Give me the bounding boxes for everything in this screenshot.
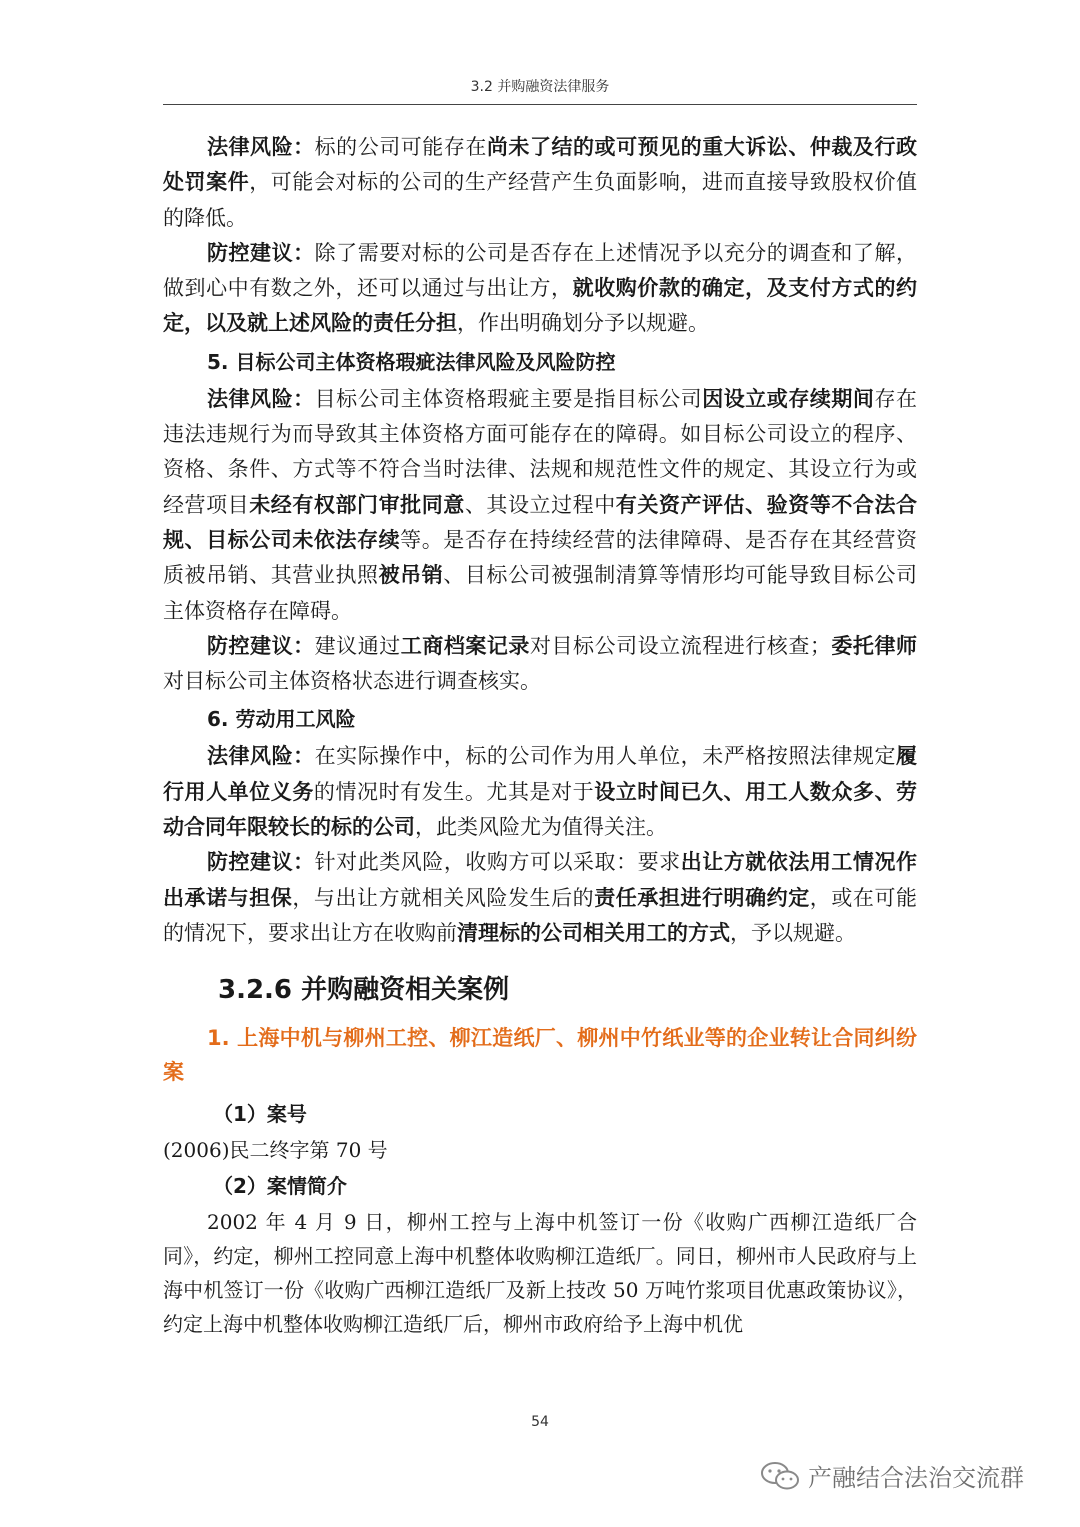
text: 标的公司可能存在: [314, 135, 487, 159]
label-legal-risk: 法律风险：: [207, 386, 315, 411]
emphasis: 未经有权部门审批同意: [249, 492, 465, 517]
paragraph-advice-2: [163, 629, 917, 700]
text: ，予以规避。: [730, 920, 856, 945]
case-summary-heading: （2）案情简介: [213, 1174, 347, 1199]
text: 目标公司主体资格瑕疵主要是指目标公司: [314, 386, 703, 411]
text: 对目标公司主体资格状态进行调查核实。: [163, 669, 541, 694]
emphasis: 出让方就依法用工情况作出承诺与担保: [163, 850, 917, 910]
case-number: (2006)民二终字第 70 号: [163, 1138, 388, 1163]
page-number: 54: [531, 1414, 549, 1430]
emphasis: 就收购价款的确定，及支付方式的约定，以及就上述风险的责任分担: [163, 276, 918, 336]
emphasis: 履行用人单位义务: [163, 744, 917, 804]
text: 等。是否存在持续经营的法律障碍、是否存在其经营资质被吊销、其营业执照: [163, 527, 918, 588]
text: ，与出让方就相关风险发生后的: [292, 885, 595, 910]
text: 、目标公司被强制清算等情形均可能导致目标公司主体资格存在障碍。: [163, 563, 918, 623]
page-content: [163, 130, 917, 1341]
label-legal-risk: 法律风险：: [207, 744, 315, 769]
text: 、其设立过程中: [464, 492, 616, 517]
label-advice: 防控建议：: [207, 850, 315, 875]
paragraph-legal-risk-1: [163, 130, 917, 236]
text: 存在违法违规行为而导致其主体资格方面可能存在的障碍。如目标公司设立的程序、资格、条件、方式等不符合当时法律、法规和规范性文件的规定、其设立行为或经营项目: [163, 386, 917, 517]
case-number-heading: （1）案号: [213, 1102, 307, 1127]
paragraph-advice-1: [163, 236, 917, 342]
label-advice: 防控建议：: [207, 633, 315, 658]
text: 的情况时有发生。尤其是对于: [313, 779, 595, 804]
text: 在实际操作中，标的公司作为用人单位，未严格按照法律规定: [314, 744, 896, 769]
watermark: [760, 1458, 1024, 1493]
text: ，此类风险尤为值得关注。: [415, 815, 667, 840]
label-legal-risk: 法律风险：: [207, 135, 315, 159]
emphasis: 有关资产评估、验资等不合法合规、目标公司未依法存续: [163, 492, 918, 552]
case-summary: 2002 年 4 月 9 日，柳州工控与上海中机签订一份《收购广西柳江造纸厂合同》，约定，柳州工控同意上海中机整体收购柳江造纸厂。同日，柳州市人民政府与上海中机签订一份《收购广西柳江造纸厂及新上技改 50 万吨竹浆项目优惠政策协议》，约定上海中机整体收购柳江造纸厂后，柳州市政府给予上海中机优: [163, 1210, 917, 1337]
text: ，或在可能的情况下，要求出让方在收购前: [163, 885, 918, 945]
emphasis: 因设立或存续期间: [702, 386, 875, 411]
paragraph-legal-risk-3: [163, 739, 917, 845]
text: 除了需要对标的公司是否存在上述情况予以充分的调查和了解，做到心中有数之外，还可以通过与出让方，: [163, 240, 917, 301]
subheading-6: 6. 劳动用工风险: [207, 707, 356, 732]
watermark-text: 产融结合法治交流群: [808, 1464, 1024, 1492]
paragraph-advice-3: [163, 845, 917, 951]
emphasis: 被吊销: [378, 563, 444, 588]
paragraph-legal-risk-2: [163, 382, 917, 629]
text: 针对此类风险，收购方可以采取：要求: [314, 850, 681, 875]
text: ，作出明确划分予以规避。: [457, 311, 709, 336]
text: 建议通过: [314, 633, 401, 658]
case-title: 1. 上海中机与柳州工控、柳江造纸厂、柳州中竹纸业等的企业转让合同纠纷案: [163, 1026, 917, 1085]
subheading-5: 5. 目标公司主体资格瑕疵法律风险及风险防控: [207, 349, 616, 374]
text: ，可能会对标的公司的生产经营产生负面影响，进而直接导致股权价值的降低。: [163, 170, 918, 230]
running-header: 3.2 并购融资法律服务: [470, 79, 610, 95]
text: 对目标公司设立流程进行核查；: [529, 633, 831, 658]
section-heading: 3.2.6 并购融资相关案例: [218, 975, 510, 1006]
emphasis: 设立时间已久、用工人数众多、劳动合同年限较长的标的公司: [163, 779, 918, 840]
emphasis: 责任承担进行明确约定: [594, 885, 810, 910]
emphasis: 清理标的公司相关用工的方式: [457, 920, 730, 945]
wechat-icon: [760, 1461, 800, 1491]
label-advice: 防控建议：: [207, 240, 315, 265]
emphasis: 尚未了结的或可预见的重大诉讼、仲裁及行政处罚案件: [163, 135, 917, 195]
emphasis: 委托律师: [830, 633, 917, 658]
emphasis: 工商档案记录: [400, 633, 530, 658]
header-rule: [163, 104, 917, 105]
